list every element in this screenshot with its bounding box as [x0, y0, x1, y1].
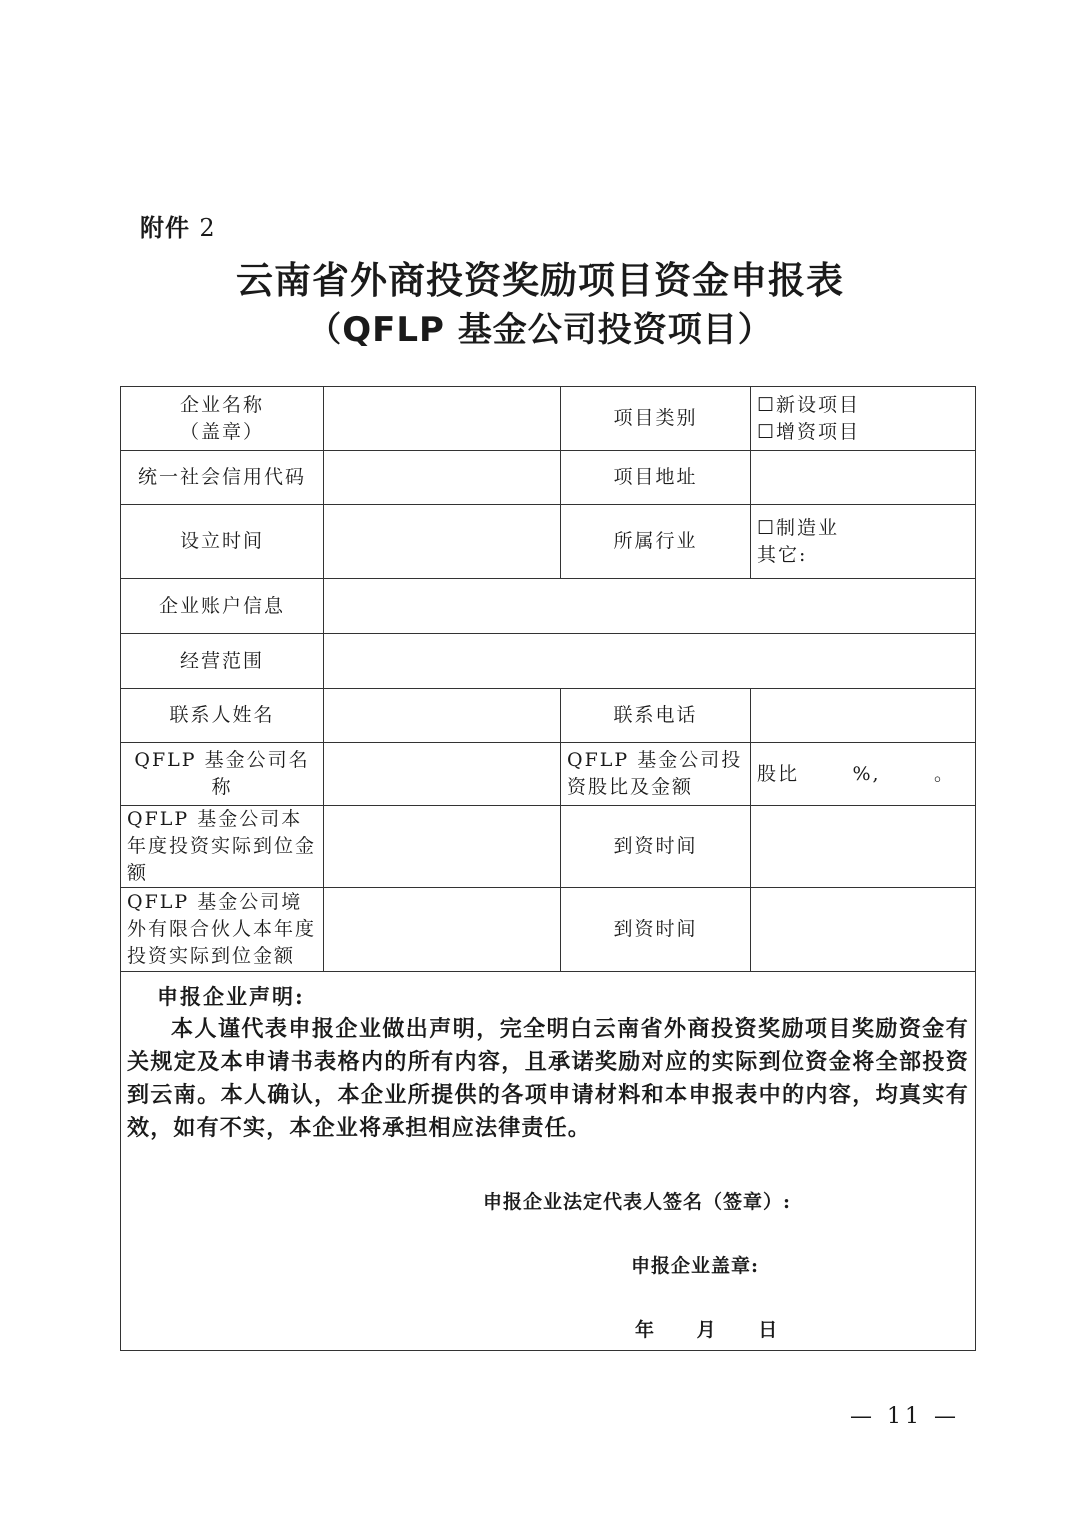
contact-name-label: 联系人姓名 — [121, 689, 324, 743]
industry-label: 所属行业 — [561, 505, 751, 579]
row-company-name — [121, 387, 976, 451]
company-name-label-cell — [121, 387, 324, 451]
credit-code-label: 统一社会信用代码 — [121, 451, 324, 505]
capital-time-label-2: 到资时间 — [561, 888, 751, 972]
fund-name-field[interactable] — [324, 743, 561, 806]
new-project-checkbox[interactable]: ☐新设项目 — [757, 393, 861, 416]
form-title: 云南省外商投资奖励项目资金申报表 — [236, 259, 844, 302]
company-name-label: 企业名称 — [179, 393, 264, 416]
capital-time-label: 到资时间 — [561, 806, 751, 888]
established-field[interactable] — [324, 505, 561, 579]
industry-other-field[interactable]: 其它: — [757, 543, 808, 566]
row-business-scope — [121, 634, 976, 689]
capital-time-field[interactable] — [751, 806, 976, 888]
attachment-label — [140, 208, 216, 243]
fund-name-label: QFLP 基金公司名称 — [121, 743, 324, 806]
row-account — [121, 579, 976, 634]
date-year: 年 — [635, 1318, 656, 1341]
account-label: 企业账户信息 — [121, 579, 324, 634]
fund-ratio-field[interactable] — [751, 743, 976, 806]
contact-phone-label: 联系电话 — [561, 689, 751, 743]
company-name-field[interactable] — [324, 387, 561, 451]
industry-options — [751, 505, 976, 579]
business-scope-field[interactable] — [324, 634, 976, 689]
declaration-title: 申报企业声明: — [157, 983, 305, 1009]
declaration-cell — [121, 972, 976, 1351]
ratio-prefix: 股比 — [757, 762, 800, 785]
row-credit-code — [121, 451, 976, 505]
fund-actual-label: QFLP 基金公司本年度投资实际到位金额 — [121, 806, 324, 888]
ratio-unit: %, — [852, 762, 881, 785]
ratio-end: 。 — [933, 762, 955, 785]
project-address-label: 项目地址 — [561, 451, 751, 505]
company-name-seal-note: （盖章） — [179, 420, 264, 443]
row-contact — [121, 689, 976, 743]
foreign-partner-label: QFLP 基金公司境外有限合伙人本年度投资实际到位金额 — [121, 888, 324, 972]
fund-actual-field[interactable] — [324, 806, 561, 888]
declaration-body: 本人谨代表申报企业做出声明，完全明白云南省外商投资奖励项目奖励资金有关规定及本申请书表格内的所有内容，且承诺奖励对应的实际到位资金将全部投资到云南。本人确认，本企业所提供的各项申请材料和本申报表中的内容，均真实有效，如有不实，本企业将承担相应法律责任。 — [127, 1015, 969, 1141]
declaration-date[interactable] — [127, 1317, 969, 1343]
project-address-field[interactable] — [751, 451, 976, 505]
project-type-options — [751, 387, 976, 451]
credit-code-field[interactable] — [324, 451, 561, 505]
foreign-partner-field[interactable] — [324, 888, 561, 972]
account-field[interactable] — [324, 579, 976, 634]
row-declaration — [121, 972, 976, 1351]
date-day: 日 — [758, 1318, 779, 1341]
legal-rep-signature[interactable]: 申报企业法定代表人签名（签章）: — [483, 1190, 792, 1213]
row-established — [121, 505, 976, 579]
attachment-text: 附件 — [140, 214, 190, 242]
project-type-label: 项目类别 — [561, 387, 751, 451]
contact-phone-field[interactable] — [751, 689, 976, 743]
company-seal[interactable]: 申报企业盖章: — [631, 1254, 760, 1277]
form-subtitle: （QFLP 基金公司投资项目） — [307, 310, 773, 350]
date-month: 月 — [696, 1318, 717, 1341]
manufacturing-checkbox[interactable]: ☐制造业 — [757, 516, 840, 539]
contact-name-field[interactable] — [324, 689, 561, 743]
business-scope-label: 经营范围 — [121, 634, 324, 689]
application-form-table — [120, 386, 976, 1351]
attachment-number: 2 — [199, 214, 216, 242]
fund-ratio-label: QFLP 基金公司投资股比及金额 — [561, 743, 751, 806]
capital-increase-checkbox[interactable]: ☐增资项目 — [757, 420, 861, 443]
row-fund-actual — [121, 806, 976, 888]
established-label: 设立时间 — [121, 505, 324, 579]
row-foreign-partner — [121, 888, 976, 972]
page-number: — 11 — — [850, 1404, 960, 1429]
row-fund-name — [121, 743, 976, 806]
capital-time-field-2[interactable] — [751, 888, 976, 972]
